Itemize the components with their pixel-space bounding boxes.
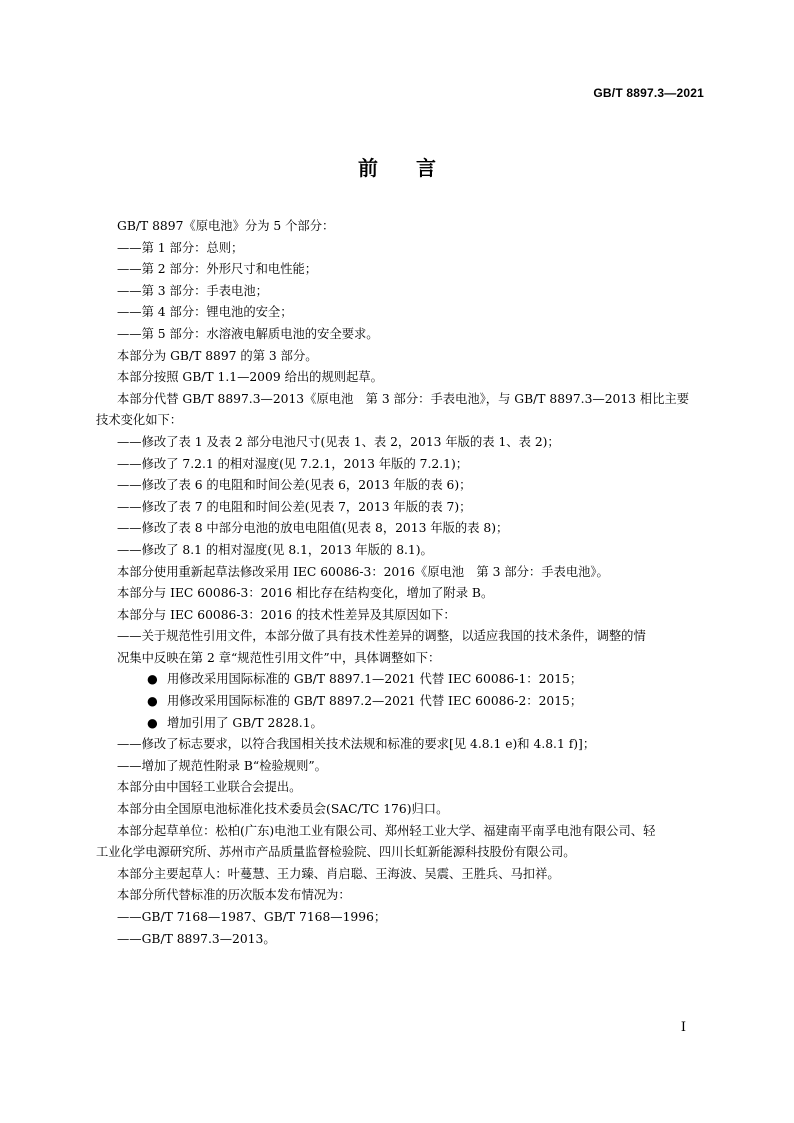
list-item: ——修改了表 6 的电阻和时间公差(见表 6，2013 年版的表 6)； (117, 478, 472, 493)
title-char-1: 前 (358, 156, 378, 180)
bullet-item (147, 691, 707, 713)
paragraph-line: 本部分为 GB/T 8897 的第 3 部分。 (117, 348, 318, 363)
page-number: I (680, 1020, 686, 1035)
bullet-dot-icon: ● (147, 715, 158, 730)
list-item: ——关于规范性引用文件，本部分做了具有技术性差异的调整，以适应我国的技术条件，调整的情 (117, 629, 646, 644)
paragraph-line: 本部分代替 GB/T 8897.3—2013《原电池 第 3 部分：手表电池》，与 GB/T 8897.3—2013 相比主要 (117, 391, 690, 406)
paragraph-line: 本部分与 IEC 60086-3：2016 相比存在结构变化，增加了附录 B。 (117, 586, 494, 601)
list-item: ——修改了表 8 中部分电池的放电电阻值(见表 8，2013 年版的表 8)； (117, 521, 509, 536)
list-item: ——修改了表 1 及表 2 部分电池尺寸(见表 1、表 2，2013 年版的表 1、表 2)； (117, 434, 560, 449)
list-item: ——修改了 7.2.1 的相对湿度(见 7.2.1，2013 年版的 7.2.1)； (117, 456, 469, 471)
paragraph-line: 况集中反映在第 2 章“规范性引用文件”中，具体调整如下： (117, 650, 441, 665)
paragraph-line: 本部分使用重新起草法修改采用 IEC 60086-3：2016《原电池 第 3 部分：手表电池》。 (117, 564, 609, 579)
paragraph-line: GB/T 8897《原电池》分为 5 个部分： (117, 219, 335, 233)
paragraph-line: 本部分按照 GB/T 1.1—2009 给出的规则起草。 (117, 370, 383, 385)
paragraph-line: 本部分由中国轻工业联合会提出。 (117, 780, 302, 795)
list-item: ——GB/T 7168—1987、GB/T 7168—1996； (117, 910, 387, 924)
list-item: ——第 2 部分：外形尺寸和电性能； (117, 262, 318, 277)
list-item: ——增加了规范性附录 B“检验规则”。 (117, 758, 327, 773)
preface-body (96, 216, 707, 950)
paragraph-line: 本部分主要起草人：叶蔓慧、王力臻、肖启聪、王海波、吴震、王胜兵、马扣祥。 (117, 866, 560, 881)
list-item: ——第 3 部分：手表电池； (117, 283, 268, 298)
list-item: ——修改了 8.1 的相对湿度(见 8.1，2013 年版的 8.1)。 (117, 542, 433, 557)
list-item: ——第 4 部分：锂电池的安全； (117, 305, 293, 320)
paragraph-line: 本部分与 IEC 60086-3：2016 的技术性差异及其原因如下： (117, 607, 456, 622)
bullet-item (147, 713, 707, 735)
page-title (0, 152, 794, 181)
paragraph-line: 本部分起草单位：松柏(广东)电池工业有限公司、郑州轻工业大学、福建南平南孚电池有限公司、轻 (117, 823, 656, 838)
standard-code-header: GB/T 8897.3—2021 (593, 86, 704, 100)
bullet-text: 用修改采用国际标准的 GB/T 8897.1—2021 代替 IEC 60086-1：2015； (167, 672, 583, 687)
title-char-2: 言 (416, 156, 436, 180)
paragraph-line: 本部分所代替标准的历次版本发布情况为： (117, 888, 351, 903)
bullet-dot-icon: ● (147, 672, 158, 687)
list-item: ——修改了标志要求，以符合我国相关技术法规和标准的要求[见 4.8.1 e)和 4.8.1 f)]； (117, 737, 596, 752)
bullet-dot-icon: ● (147, 694, 158, 709)
bullet-text: 用修改采用国际标准的 GB/T 8897.2—2021 代替 IEC 60086-2：2015； (167, 694, 583, 709)
list-item: ——修改了表 7 的电阻和时间公差(见表 7，2013 年版的表 7)； (117, 499, 472, 514)
list-item: ——GB/T 8897.3—2013。 (117, 931, 276, 946)
bullet-text: 增加引用了 GB/T 2828.1。 (167, 715, 323, 730)
bullet-item (147, 669, 707, 691)
paragraph-line: 技术变化如下： (96, 413, 183, 428)
list-item: ——第 1 部分：总则； (117, 240, 244, 255)
paragraph-line: 本部分由全国原电池标准化技术委员会(SAC/TC 176)归口。 (117, 802, 449, 817)
list-item: ——第 5 部分：水溶液电解质电池的安全要求。 (117, 326, 379, 341)
paragraph-line: 工业化学电源研究所、苏州市产品质量监督检验院、四川长虹新能源科技股份有限公司。 (96, 845, 576, 860)
